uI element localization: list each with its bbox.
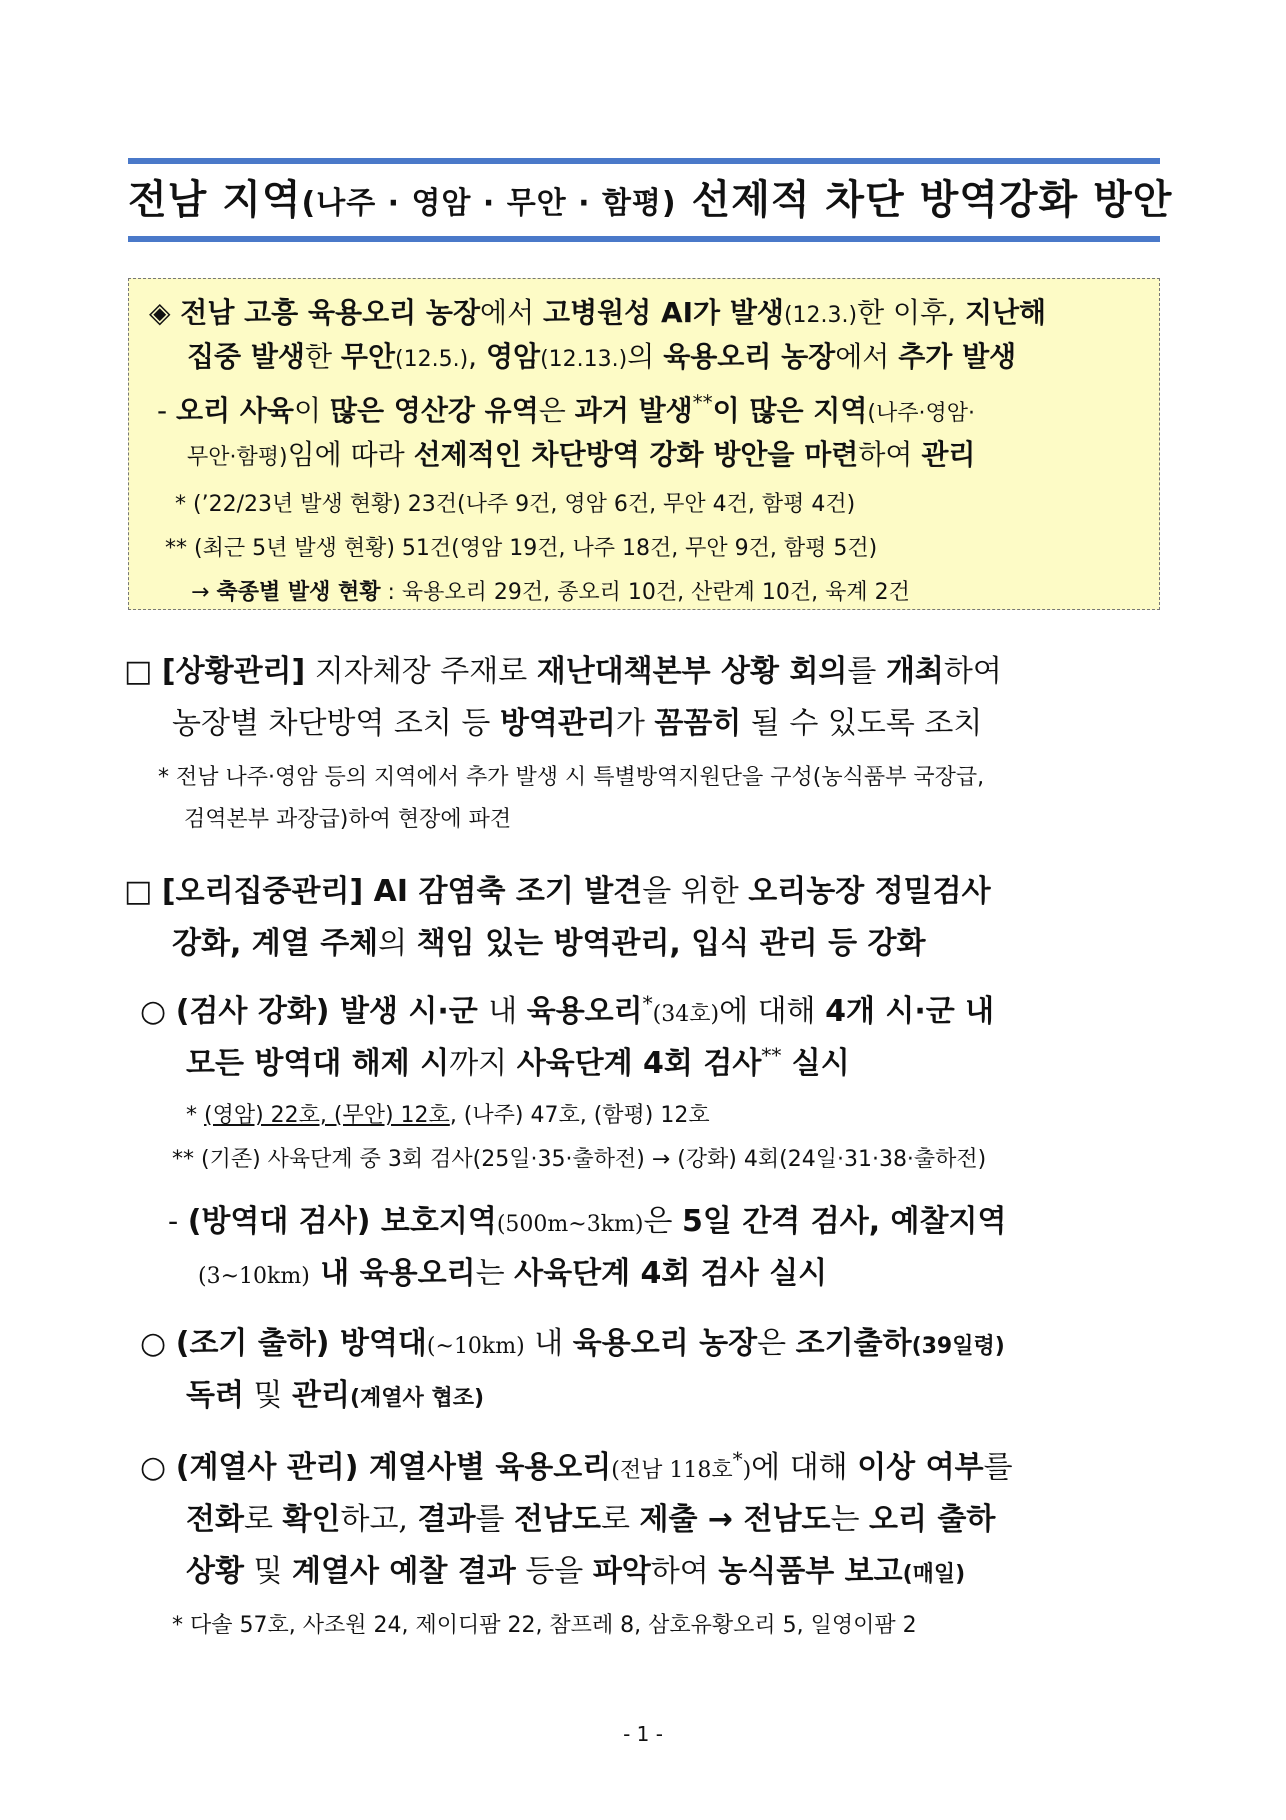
t: 은 (538, 394, 575, 427)
title-part-b: 선제적 차단 방역강화 방안 (676, 177, 1173, 223)
t: 가 (615, 706, 655, 741)
t: AI 감염축 조기 발견 (363, 874, 643, 909)
t: 농장별 차단방역 조치 등 (172, 706, 500, 741)
t: 고병원성 AI가 발생 (543, 296, 784, 329)
t: ◈ 전남 고흥 육용오리 농장 (149, 296, 481, 329)
t: (~10km) (426, 1334, 525, 1359)
t: 한 이후, (857, 296, 965, 329)
t: (검사 강화) (175, 994, 330, 1029)
t: (39일령) (911, 1334, 1005, 1359)
t: ) (742, 1458, 752, 1483)
t: : 육용오리 29건, 종오리 10건, 산란계 10건, 육계 2건 (380, 580, 910, 605)
t: 를 (983, 1450, 1013, 1485)
t: 까지 (449, 1046, 517, 1081)
t: 등을 (515, 1554, 593, 1589)
t: 이 많은 지역 (712, 394, 868, 427)
sec1-note-1: * 전남 나주·영암 등의 지역에서 추가 발생 시 특별방역지원단을 구성(농식품부 국장급, (158, 765, 985, 790)
t: ** (692, 390, 713, 415)
t: 될 수 있도록 조치 (741, 706, 983, 741)
t: 5일 간격 검사, 예찰지역 (682, 1204, 1007, 1239)
t: (전남 118호 (611, 1458, 733, 1483)
item3-line-2 (186, 1494, 995, 1538)
item3-line-3 (186, 1546, 965, 1590)
t: 책임 있는 방역관리, 입식 관리 등 강화 (416, 926, 926, 961)
title-bottom-rule (128, 236, 1160, 242)
t: 내 (524, 1326, 573, 1361)
t: (영암) 22호, (무안) 12호 (204, 1103, 450, 1128)
sec1-line-2 (172, 698, 982, 742)
t: 육용오리 농장 (572, 1326, 758, 1361)
t: 육용오리 (495, 1450, 612, 1485)
t: 오리 사육 (176, 394, 294, 427)
t: 에서 (480, 296, 544, 329)
t: 보호지역 (370, 1204, 497, 1239)
t: 방역관리 (499, 706, 616, 741)
item1-note-2: ** (기존) 사육단계 중 3회 검사(25일·35·출하전) → (강화) 4회(24일·31·38·출하전) (172, 1147, 987, 1172)
t: , (468, 340, 486, 373)
t: 전화 (186, 1502, 244, 1537)
t: 및 (243, 1554, 293, 1589)
t: 하여 (650, 1554, 719, 1589)
summary-box (128, 278, 1160, 610)
t: 계열사 예찰 결과 (292, 1554, 516, 1589)
t: 하여 (943, 654, 1002, 689)
t: 이 (293, 394, 330, 427)
checkbox-square-icon: □ (124, 874, 153, 909)
page-number: - 1 - (623, 1722, 663, 1746)
t: 내 (488, 994, 527, 1029)
t: 상황 (186, 1554, 244, 1589)
t: [상황관리] (161, 654, 306, 689)
sec1-line-1 (124, 646, 1002, 690)
t: (나주·영암· (867, 401, 975, 426)
t: 결과 (417, 1502, 476, 1537)
summary-note-1: * (’22/23년 발생 현황) 23건(나주 9건, 영암 6건, 무안 4건, 함평 4건) (175, 492, 856, 517)
t: 로 (600, 1502, 640, 1537)
t: 지자체장 주재로 (305, 654, 537, 689)
t: 관리 (921, 438, 976, 471)
t: 전남도 (514, 1502, 601, 1537)
t: 농식품부 보고 (718, 1554, 903, 1589)
t: 하고, (340, 1502, 418, 1537)
summary-note-3 (191, 575, 910, 606)
t: 확인 (282, 1502, 341, 1537)
t: * (732, 1447, 743, 1471)
t: 제출 → 전남도 (639, 1502, 831, 1537)
item1-line-1 (140, 986, 994, 1030)
summary-line-1 (149, 291, 1046, 331)
item1-sub-line-2 (198, 1248, 827, 1292)
item1-line-2 (186, 1038, 850, 1082)
t: 의 (378, 926, 417, 961)
t: 모든 방역대 해제 시 (186, 1046, 450, 1081)
t: 선제적인 차단방역 강화 방안을 마련 (413, 438, 859, 471)
item1-sub-line-1 (168, 1196, 1006, 1240)
t: * (642, 991, 653, 1015)
summary-line-4 (187, 433, 975, 473)
t: 에 대해 (751, 1450, 858, 1485)
t: (12.5.) (395, 347, 469, 372)
t: 를 (475, 1502, 515, 1537)
t: (3~10km) (198, 1264, 310, 1289)
t: 사육단계 4회 검사 (516, 1046, 762, 1081)
t: 집중 발생 (187, 340, 305, 373)
t: 방역대 (329, 1326, 427, 1361)
t: 강화, 계열 주체 (172, 926, 379, 961)
t: 사육단계 4회 검사 실시 (514, 1256, 828, 1291)
title-block (128, 158, 1173, 242)
t: 관리 (292, 1378, 350, 1413)
t: 많은 영산강 유역 (329, 394, 539, 427)
t: 지난해 (964, 296, 1047, 329)
t: 재난대책본부 상황 회의 (536, 654, 848, 689)
page-title (128, 164, 1173, 236)
t: 실시 (781, 1046, 850, 1081)
t: * (186, 1103, 204, 1128)
t: 는 (830, 1502, 869, 1537)
t: → (191, 580, 217, 605)
t: (방역대 검사) (187, 1204, 371, 1239)
t: 이상 여부 (857, 1450, 984, 1485)
t: 조기출하 (795, 1326, 912, 1361)
t: (계열사 관리) (175, 1450, 359, 1485)
t: 를 (847, 654, 886, 689)
t: 의 (627, 340, 664, 373)
summary-line-3 (157, 389, 975, 429)
sec2-line-2 (172, 918, 925, 962)
t: 영암 (485, 340, 541, 373)
t: (조기 출하) (175, 1326, 330, 1361)
sec1-note-2: 검역본부 과장급)하여 현장에 파견 (184, 807, 512, 832)
t: - (157, 394, 177, 427)
t: 은 (643, 1204, 683, 1239)
t: 에서 (835, 340, 899, 373)
t: ** (761, 1043, 782, 1067)
title-paren: (나주 · 영암 · 무안 · 함평) (301, 186, 677, 221)
t: 육용오리 (526, 994, 643, 1029)
t: 내 육용오리 (309, 1256, 476, 1291)
t: 독려 (186, 1378, 244, 1413)
circle-bullet-icon: ○ (140, 994, 167, 1029)
t: (매일) (902, 1562, 966, 1587)
t: 개최 (885, 654, 944, 689)
item3-line-1 (140, 1442, 1013, 1486)
t: 과거 발생 (574, 394, 693, 427)
item2-line-1 (140, 1318, 1005, 1362)
t: 임에 따라 (287, 438, 414, 471)
t: 로 (243, 1502, 283, 1537)
t: 계열사별 (358, 1450, 496, 1485)
t: [오리집중관리] (161, 874, 364, 909)
summary-note-2: ** (최근 5년 발생 현황) 51건(영암 19건, 나주 18건, 무안 9건, 함평 5건) (165, 536, 878, 561)
t: (12.13.) (540, 347, 628, 372)
t: - (168, 1204, 188, 1239)
t: 한 (304, 340, 341, 373)
t: 오리농장 정밀검사 (748, 874, 991, 909)
t: 무안·함평) (187, 445, 288, 470)
t: 발생 시·군 (329, 994, 489, 1029)
t: (500m~3km) (496, 1212, 644, 1237)
t: (계열사 협조) (350, 1386, 485, 1411)
item2-line-2 (186, 1370, 484, 1414)
t: 에 대해 (719, 994, 826, 1029)
t: 하여 (858, 438, 922, 471)
t: 추가 발생 (898, 340, 1017, 373)
t: 은 (757, 1326, 796, 1361)
circle-bullet-icon: ○ (140, 1326, 167, 1361)
t: 4개 시·군 내 (825, 994, 995, 1029)
t: (34호) (652, 1002, 720, 1027)
checkbox-square-icon: □ (124, 654, 153, 689)
item1-note-1 (186, 1098, 710, 1129)
t: 파악 (592, 1554, 651, 1589)
item3-note-1: * 다솔 57호, 사조원 24, 제이디팜 22, 참프레 8, 삼호유황오리 5, 일영이팜 2 (172, 1613, 917, 1638)
t: 및 (243, 1378, 293, 1413)
circle-bullet-icon: ○ (140, 1450, 167, 1485)
t: 을 위한 (642, 874, 749, 909)
t: 축종별 발생 현황 (216, 580, 381, 605)
t: 오리 출하 (868, 1502, 996, 1537)
t: 꼼꼼히 (654, 706, 742, 741)
t: 무안 (340, 340, 396, 373)
t: 육용오리 농장 (663, 340, 836, 373)
summary-line-2 (187, 335, 1016, 375)
title-part-a: 전남 지역 (128, 177, 302, 223)
t: 는 (475, 1256, 515, 1291)
t: , (나주) 47호, (함평) 12호 (449, 1103, 710, 1128)
t: (12.3.) (783, 303, 858, 328)
sec2-line-1 (124, 866, 991, 910)
